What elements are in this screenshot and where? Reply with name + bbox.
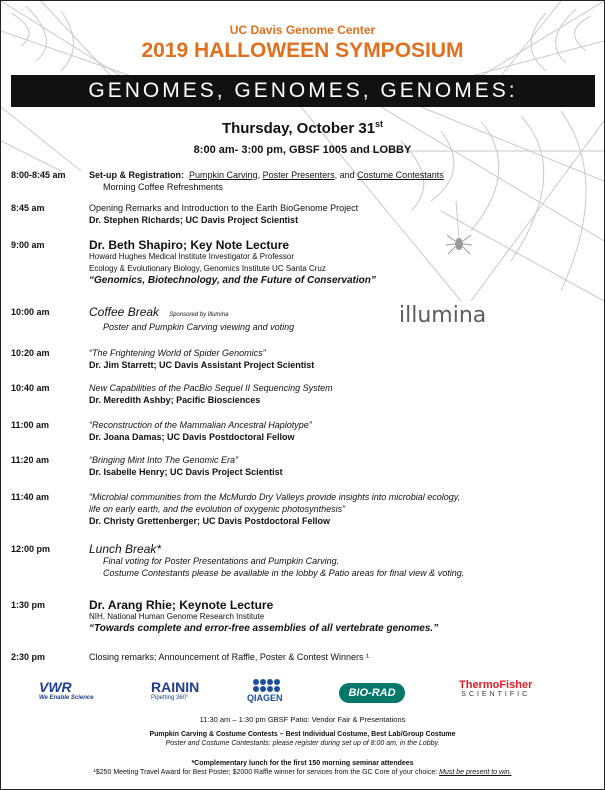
thermo-sub: SCIENTIFIC [461,691,531,698]
talk-title: “The Frightening World of Spider Genomics” [89,348,266,358]
qiagen-logo [247,679,283,703]
speaker: Dr. Isabelle Henry; UC Davis Project Scientist [89,467,283,477]
award-text: ¹$250 Meeting Travel Award for Best Poster; $2000 Raffle winner for services from the GC Core of your choice: [93,769,438,776]
event-banner: GENOMES, GENOMES, GENOMES: [11,75,595,107]
event-title: 2019 HALLOWEEN SYMPOSIUM [141,39,464,62]
qiagen-dots [253,679,281,692]
lunch-footnote: *Complementary lunch for the first 150 morning seminar attendees [191,760,414,767]
break-note: Poster and Pumpkin Carving viewing and voting [103,322,295,332]
schedule-time: 10:00 am [11,307,50,317]
separator: , [257,170,261,180]
schedule-time: 9:00 am [11,240,45,250]
talk-title: “Towards complete and error-free assemblies of all vertebrate genomes.” [89,623,439,634]
illumina-logo: illumina [399,303,487,328]
separator: , and [334,170,355,180]
setup-label: Set-up & Registration: [89,170,185,180]
talk-title: “Microbial communities from the McMurdo Dry Valleys provide insights into microbial ecology, [89,492,461,502]
vwr-logo [39,679,94,701]
schedule-time: 8:00-8:45 am [11,170,66,180]
talk-title: “Genomics, Biotechnology, and the Future of Conservation” [89,275,376,286]
talk-title: New Capabilities of the PacBio Sequel II Sequencing System [89,383,333,393]
talk-title: Opening Remarks and Introduction to the Earth BioGenome Project [89,203,359,213]
costume-contestants-link[interactable]: Costume Contestants [357,170,444,180]
affiliation: Ecology & Evolutionary Biology, Genomics Institute UC Santa Cruz [89,264,326,273]
qiagen-name: QIAGEN [247,693,283,703]
setup-refreshments: Morning Coffee Refreshments [103,182,223,192]
schedule-time: 11:00 am [11,420,50,430]
schedule-time: 11:20 am [11,455,50,465]
organizer-name: UC Davis Genome Center [229,23,376,37]
speaker: Dr. Christy Grettenberger; UC Davis Postdoctoral Fellow [89,516,331,526]
schedule-time: 2:30 pm [11,652,46,662]
talk-title-cont: life on early earth, and the evolution of oxygenic photosynthesis” [89,504,346,514]
schedule-time: 10:40 am [11,383,50,393]
contests-registration-note: Poster and Costume Contestants: please register during set up of 8:00 am, in the Lobby. [165,740,440,747]
rainin-name: RAININ [151,679,200,695]
event-time-location: 8:00 am- 3:00 pm, GBSF 1005 and LOBBY [193,144,412,156]
sponsor-note: Sponsored by Illumina [169,312,229,318]
speaker: Dr. Beth Shapiro; Key Note Lecture [89,238,290,252]
must-be-present-note: Must be present to win. [439,769,512,776]
vwr-name: VWR [39,679,72,695]
pumpkin-carving-link[interactable]: Pumpkin Carving [189,170,258,180]
speaker: Dr. Arang Rhie; Keynote Lecture [89,598,274,612]
lunch-note: Final voting for Poster Presentations and Pumpkin Carving. [103,556,340,566]
speaker: Dr. Stephen Richards; UC Davis Project Scientist [89,215,299,225]
poster-presenters-link[interactable]: Poster Presenters [262,170,335,180]
thermo-name: ThermoFisher [459,679,533,691]
break-title: Lunch Break* [89,542,162,556]
event-date [1,119,604,137]
award-footnote [1,768,604,777]
speaker: Dr. Jim Starrett; UC Davis Assistant Project Scientist [89,360,315,370]
biorad-logo: BIO-RAD [339,683,405,703]
vwr-tagline: We Enable Science [39,695,94,701]
affiliation: NIH, National Human Genome Research Institute [89,612,265,621]
lunch-note: Costume Contestants please be available in the lobby & Patio areas for final view & voting. [103,568,465,578]
event-date-suffix: st [375,119,384,129]
rainin-tagline: Pipetting 360° [151,695,189,701]
schedule-time: 8:45 am [11,203,45,213]
closing-remarks: Closing remarks; Announcement of Raffle, Poster & Contest Winners ¹ [89,652,369,662]
talk-title: “Bringing Mint Into The Genomic Era” [89,455,239,465]
contests-note: Pumpkin Carving & Costume Contests – Best Individual Costume, Best Lab/Group Costume [149,731,456,738]
affiliation: Howard Hughes Medical Institute Investigator & Professor [89,252,294,261]
event-date-text: Thursday, October 31 [221,120,376,137]
schedule-time: 12:00 pm [11,544,51,554]
vendor-fair-note: 11:30 am – 1:30 pm GBSF Patio: Vendor Fair & Presentations [199,715,406,724]
schedule-time: 11:40 am [11,492,50,502]
schedule-time: 1:30 pm [11,600,46,610]
speaker: Dr. Joana Damas; UC Davis Postdoctoral Fellow [89,432,295,442]
thermofisher-logo [459,679,532,698]
rainin-logo [151,679,199,701]
schedule-time: 10:20 am [11,348,50,358]
speaker: Dr. Meredith Ashby; Pacific Biosciences [89,395,261,405]
break-title: Coffee Break [89,305,160,319]
talk-title: “Reconstruction of the Mammalian Ancestral Haplotype” [89,420,312,430]
